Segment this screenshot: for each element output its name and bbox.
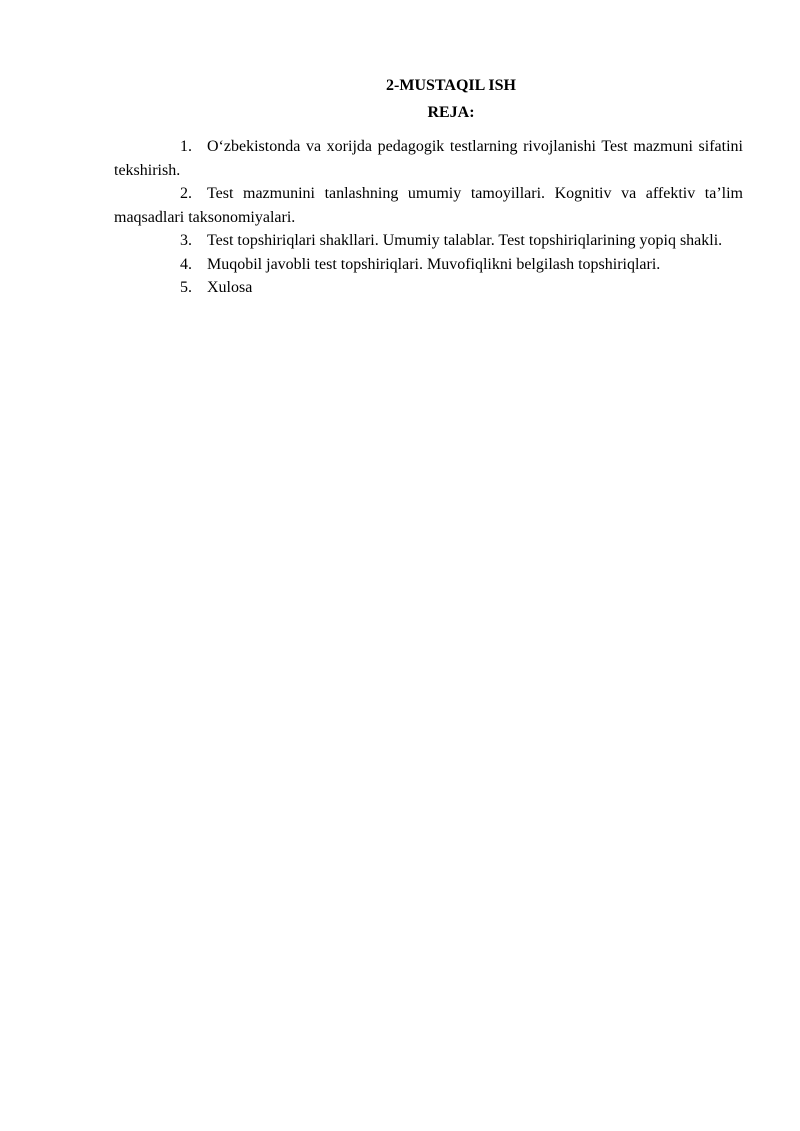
plan-item-1 xyxy=(114,135,743,182)
plan-item-number: 5. xyxy=(180,279,192,296)
plan-item-3 xyxy=(114,229,743,253)
plan-item-4 xyxy=(114,253,743,277)
plan-item-text: Muqobil javobli test topshiriqlari. Muvofiqlikni belgilash topshiriqlari. xyxy=(207,255,661,273)
plan-heading: REJA: xyxy=(427,104,475,121)
plan-item-number: 2. xyxy=(180,185,192,202)
page-title: 2-MUSTAQIL ISH xyxy=(386,77,516,94)
plan-item-5 xyxy=(114,276,743,300)
plan-item-text: O‘zbekistonda va xorijda pedagogik testlarning rivojlanishi Test mazmuni sifatini tekshirish. xyxy=(114,138,743,179)
plan-item-number: 1. xyxy=(180,138,192,155)
plan-item-text: Xulosa xyxy=(207,279,253,296)
plan-item-text: Test mazmunini tanlashning umumiy tamoyillari. Kognitiv va affektiv ta’lim maqsadlari taksonomiyalari. xyxy=(114,185,743,226)
plan-list xyxy=(114,135,743,300)
plan-item-text: Test topshiriqlari shakllari. Umumiy talablar. Test topshiriqlarining yopiq shakli. xyxy=(207,232,723,249)
plan-item-number: 4. xyxy=(180,255,192,273)
plan-item-number: 3. xyxy=(180,232,192,249)
plan-item-2 xyxy=(114,182,743,229)
